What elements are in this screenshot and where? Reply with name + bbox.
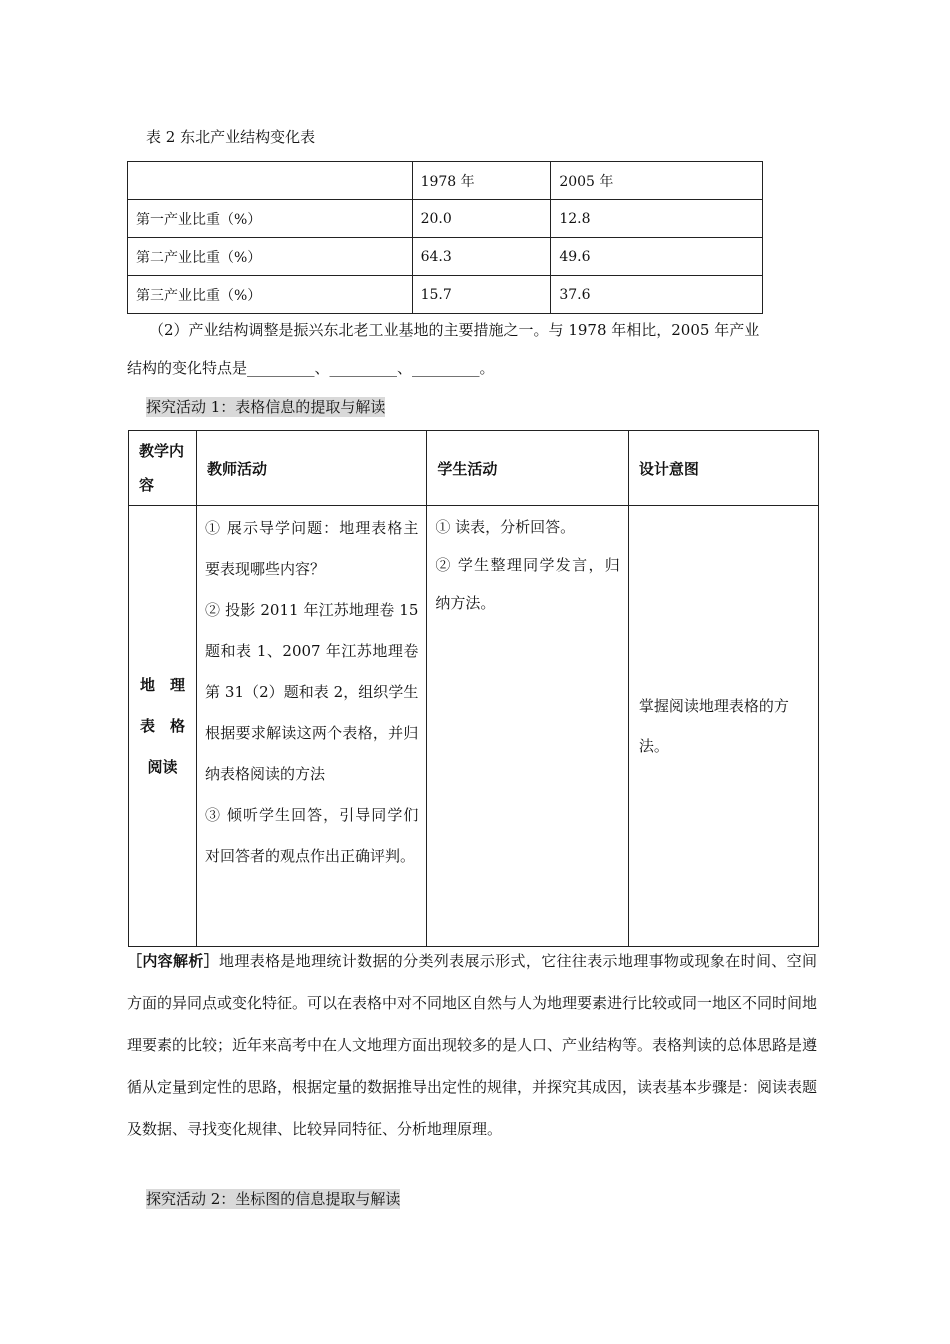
question-line-1: （2）产业结构调整是振兴东北老工业基地的主要措施之一。与 1978 年相比，2005 年产业 (149, 321, 760, 339)
header-design-intent: 设计意图 (628, 431, 818, 506)
industry-structure-table (127, 161, 763, 314)
table-header-row (128, 162, 763, 200)
table-row (128, 276, 763, 314)
table-cell: 第二产业比重（%） (128, 238, 413, 276)
design-intent-cell: 掌握阅读地理表格的方法。 (628, 506, 818, 947)
header-student-activity: 学生活动 (427, 431, 628, 506)
table-cell: 15.7 (412, 276, 551, 314)
table-header-cell: 1978 年 (412, 162, 551, 200)
subject-line: 地 理 (140, 675, 186, 694)
table-cell: 37.6 (551, 276, 763, 314)
teacher-step: ③ 倾听学生回答，引导同学们对回答者的观点作出正确评判。 (205, 806, 419, 865)
question-line-2: 结构的变化特点是_________、_________、_________。 (127, 359, 495, 377)
student-step: ① 读表，分析回答。 (435, 518, 576, 536)
activity1-title: 探究活动 1：表格信息的提取与解读 (146, 398, 386, 416)
analysis-text: 地理表格是地理统计数据的分类列表展示形式，它往往表示地理事物或现象在时间、空间方面的异同点或变化特征。可以在表格中对不同地区自然与人为地理要素进行比较或同一地区不同时间地理要素的比较；近年来高考中在人文地理方面出现较多的是人口、产业结构等。表格判读的总体思路是遵循从定量到定性的思路，根据定量的数据推导出定性的规律，并探究其成因，读表基本步骤是：阅读表题及数据、寻找变化规律、比较异同特征、分析地理原理。 (127, 952, 818, 1138)
activity1-title-wrap (146, 396, 385, 417)
teacher-step: ② 投影 2011 年江苏地理卷 15 题和表 1、2007 年江苏地理卷第 31（2）题和表 2，组织学生根据要求解读这两个表格，并归纳表格阅读的方法 (205, 601, 419, 783)
teacher-step: ① 展示导学问题：地理表格主要表现哪些内容？ (205, 519, 419, 578)
table-cell: 64.3 (412, 238, 551, 276)
teacher-activity-cell (197, 506, 427, 947)
table-header-cell (128, 162, 413, 200)
table-cell: 49.6 (551, 238, 763, 276)
activity-body-row (129, 506, 819, 947)
subject-cell (129, 506, 197, 947)
table-cell: 20.0 (412, 200, 551, 238)
analysis-label: ［内容解析］ (127, 952, 220, 970)
student-activity-cell (427, 506, 628, 947)
activity-header-row (129, 431, 819, 506)
table2-caption: 表 2 东北产业结构变化表 (146, 128, 316, 146)
table-cell: 12.8 (551, 200, 763, 238)
header-teacher-activity: 教师活动 (197, 431, 427, 506)
table-cell: 第三产业比重（%） (128, 276, 413, 314)
subject-line: 表 格 (140, 716, 186, 735)
content-analysis (127, 940, 817, 1150)
table-row (128, 200, 763, 238)
table-cell: 第一产业比重（%） (128, 200, 413, 238)
activity2-title-wrap (146, 1188, 400, 1209)
table-row (128, 238, 763, 276)
header-teaching-content: 教学内容 (129, 431, 197, 506)
student-step: ② 学生整理同学发言，归纳方法。 (435, 556, 620, 612)
activity1-table (128, 430, 819, 947)
table-header-cell: 2005 年 (551, 162, 763, 200)
question-text (127, 311, 817, 387)
subject-line: 阅读 (147, 757, 178, 776)
activity2-title: 探究活动 2：坐标图的信息提取与解读 (146, 1190, 401, 1208)
